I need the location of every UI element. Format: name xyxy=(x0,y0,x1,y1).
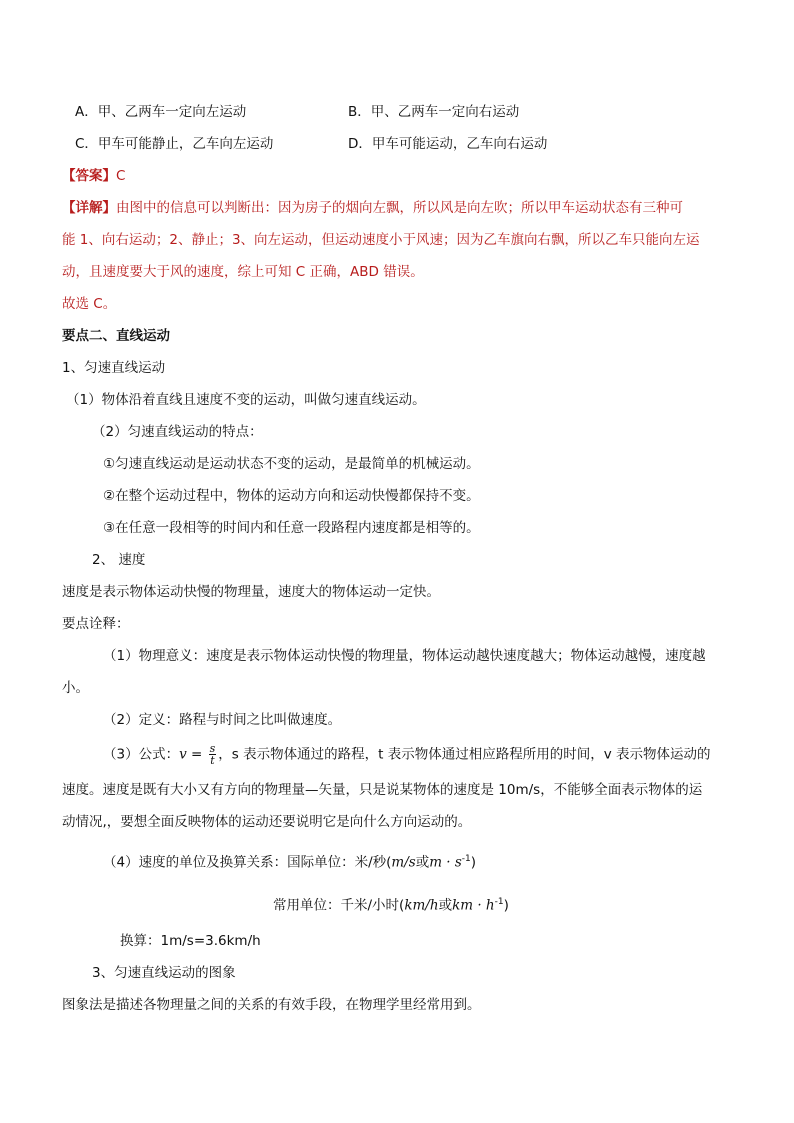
uniform-motion-definition: （1）物体沿着直线且速度不变的运动，叫做匀速直线运动。 xyxy=(66,392,426,408)
note-3-line-3: 动情况,，要想全面反映物体的运动还要说明它是向什么方向运动的。 xyxy=(62,814,472,830)
common-unit-kmh: km/h xyxy=(404,897,439,914)
feature-item-3: ③在任意一段相等的时间内和任意一段路程内速度都是相等的。 xyxy=(103,520,480,536)
detail-text-1: 由图中的信息可以判断出：因为房子的烟向左飘，所以风是向左吹；所以甲车运动状态有三种可 xyxy=(116,200,683,216)
feature-item-1: ①匀速直线运动是运动状态不变的运动，是最简单的机械运动。 xyxy=(103,456,480,472)
detail-line-3: 动，且速度要大于风的速度，综上可知 C 正确，ABD 错误。 xyxy=(62,264,424,280)
notes-label: 要点诠释： xyxy=(62,616,130,632)
note-3-formula-line xyxy=(103,743,711,766)
common-unit-exponent: -1 xyxy=(494,897,504,907)
formula-explanation: ，s 表示物体通过的路程，t 表示物体通过相应路程所用的时间，v 表示物体运动的 xyxy=(218,746,711,763)
note-4-si-unit xyxy=(103,850,476,872)
formula-eq: = xyxy=(186,746,207,763)
option-c: C．甲车可能静止，乙车向左运动 xyxy=(75,136,274,152)
section-title: 要点二、直线运动 xyxy=(62,328,170,344)
common-unit-kmh-alt: km · h xyxy=(452,897,495,914)
uniform-motion-features: （2）匀速直线运动的特点： xyxy=(92,424,263,440)
option-d: D．甲车可能运动，乙车向右运动 xyxy=(348,136,548,152)
detail-line-2: 能 1、向右运动；2、静止；3、向左运动，但运动速度小于风速；因为乙车旗向右飘，所以乙车只能向左运 xyxy=(62,232,700,248)
speed-intro: 速度是表示物体运动快慢的物理量，速度大的物体运动一定快。 xyxy=(62,584,440,600)
note-1-line-1: （1）物理意义：速度是表示物体运动快慢的物理量，物体运动越快速度越大；物体运动越慢，速度越 xyxy=(103,648,706,664)
option-b: B．甲、乙两车一定向右运动 xyxy=(348,104,520,120)
answer-label: 【答案】 xyxy=(62,168,116,184)
answer-line xyxy=(62,167,125,185)
si-unit-ms-alt: m · s xyxy=(429,854,462,871)
note-2-definition: （2）定义：路程与时间之比叫做速度。 xyxy=(103,712,342,728)
si-unit-exponent: -1 xyxy=(461,854,471,864)
common-unit-line xyxy=(273,893,509,915)
common-unit-or: 或 xyxy=(438,897,453,914)
si-unit-close: ) xyxy=(470,854,477,871)
conclusion: 故选 C。 xyxy=(62,296,117,312)
formula-fraction xyxy=(209,743,217,766)
si-unit-ms: m/s xyxy=(391,854,416,871)
common-unit-text: 常用单位：千米/小时( xyxy=(273,897,405,914)
detail-label: 【详解】 xyxy=(62,200,116,216)
formula-prefix: （3）公式： xyxy=(103,746,180,763)
formula-numerator: s xyxy=(209,742,216,755)
common-unit-close: ) xyxy=(503,897,509,914)
uniform-motion-title: 1、匀速直线运动 xyxy=(62,360,166,376)
note-1-line-2: 小。 xyxy=(62,680,89,696)
note-3-line-2: 速度。速度是既有大小又有方向的物理量—矢量，只是说某物体的速度是 10m/s，不能够全面表示物体的运 xyxy=(62,782,703,798)
si-unit-or: 或 xyxy=(415,854,430,871)
speed-title: 2、 速度 xyxy=(92,552,146,568)
feature-item-2: ②在整个运动过程中，物体的运动方向和运动快慢都保持不变。 xyxy=(103,488,480,504)
conversion: 换算：1m/s=3.6km/h xyxy=(120,933,261,949)
si-unit-text: （4）速度的单位及换算关系：国际单位：米/秒( xyxy=(103,854,392,871)
graph-intro: 图象法是描述各物理量之间的关系的有效手段，在物理学里经常用到。 xyxy=(62,997,481,1013)
answer-value: C xyxy=(116,168,126,184)
detail-line-1 xyxy=(62,199,683,217)
graph-title: 3、匀速直线运动的图象 xyxy=(92,965,236,981)
option-a: A．甲、乙两车一定向左运动 xyxy=(75,104,247,120)
formula-v: v xyxy=(179,746,187,763)
formula-denominator: t xyxy=(210,754,215,767)
